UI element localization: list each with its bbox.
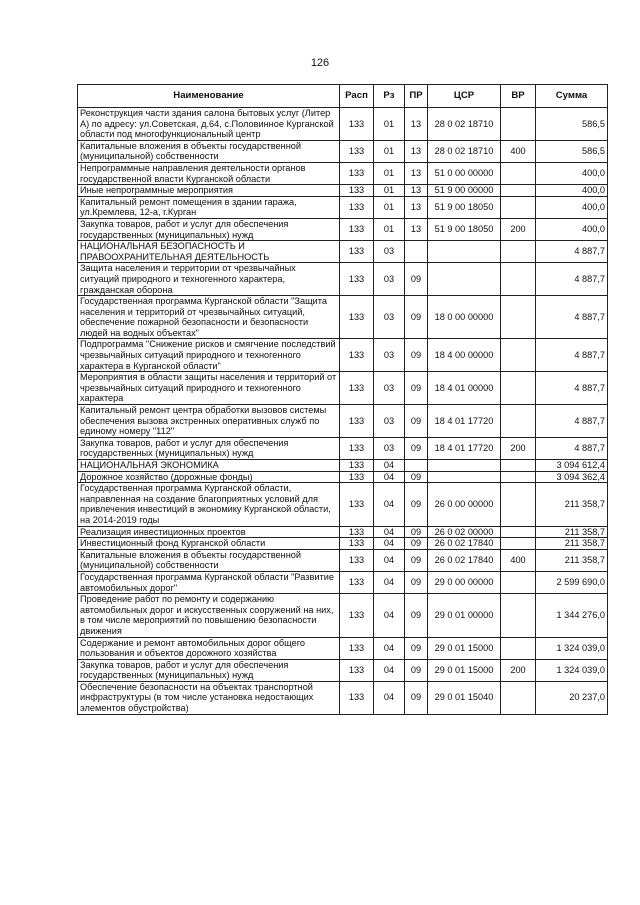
cell-rasp: 133 [340,108,374,141]
cell-pr: 13 [405,140,428,162]
cell-rasp: 133 [340,339,374,372]
cell-pr: 09 [405,538,428,550]
cell-rasp: 133 [340,659,374,681]
cell-rasp: 133 [340,241,374,263]
cell-sum: 400,0 [536,218,608,240]
cell-name: Проведение работ по ремонту и содержанию автомобильных дорог и искусственных сооружений на них, в том числе мероприятий по повышению безопасности движения [78,594,340,637]
cell-rasp: 133 [340,218,374,240]
cell-pr: 09 [405,637,428,659]
cell-rz: 04 [374,571,405,593]
cell-csr: 18 4 01 00000 [428,372,501,405]
table-header-row [78,85,608,108]
cell-vr [501,681,536,714]
table-row [78,185,608,197]
cell-rz: 04 [374,659,405,681]
header-rz: Рз [374,85,405,108]
cell-sum: 1 324 039,0 [536,659,608,681]
cell-name: Капитальные вложения в объекты государственной (муниципальной) собственности [78,140,340,162]
cell-name: НАЦИОНАЛЬНАЯ БЕЗОПАСНОСТЬ И ПРАВООХРАНИТЕЛЬНАЯ ДЕЯТЕЛЬНОСТЬ [78,241,340,263]
cell-name: Капитальный ремонт центра обработки вызовов системы обеспечения вызова экстренных оперативных служб по единому номеру "112" [78,405,340,438]
cell-sum: 4 887,7 [536,263,608,296]
cell-name: НАЦИОНАЛЬНАЯ ЭКОНОМИКА [78,460,340,472]
cell-rasp: 133 [340,526,374,538]
cell-name: Реконструкция части здания салона бытовых услуг (Литер А) по адресу: ул.Советская, д.64, с.Половинное Курганской области под многофункциональный центр [78,108,340,141]
cell-csr: 18 4 01 17720 [428,405,501,438]
cell-sum: 4 887,7 [536,296,608,339]
header-pr: ПР [405,85,428,108]
cell-sum: 400,0 [536,196,608,218]
cell-pr: 13 [405,162,428,184]
cell-name: Подпрограмма "Снижение рисков и смягчение последствий чрезвычайных ситуаций природного и техногенного характера в Курганской области" [78,339,340,372]
cell-rasp: 133 [340,185,374,197]
cell-sum: 20 237,0 [536,681,608,714]
cell-pr: 09 [405,263,428,296]
cell-csr [428,471,501,483]
cell-rz: 04 [374,538,405,550]
cell-rz: 03 [374,372,405,405]
cell-csr: 26 0 02 17840 [428,538,501,550]
cell-rasp: 133 [340,263,374,296]
table-row [78,681,608,714]
cell-pr: 09 [405,471,428,483]
cell-vr: 200 [501,659,536,681]
cell-vr [501,460,536,472]
cell-pr [405,241,428,263]
table-row [78,471,608,483]
cell-sum: 586,5 [536,108,608,141]
cell-sum: 211 358,7 [536,526,608,538]
cell-vr: 200 [501,218,536,240]
table-row [78,241,608,263]
cell-rasp: 133 [340,538,374,550]
cell-rz: 01 [374,162,405,184]
header-vr: ВР [501,85,536,108]
table-row [78,296,608,339]
table-row [78,437,608,459]
cell-pr: 09 [405,437,428,459]
cell-pr: 09 [405,659,428,681]
table-row [78,372,608,405]
cell-csr: 29 0 01 15000 [428,637,501,659]
cell-csr: 51 9 00 18050 [428,196,501,218]
cell-name: Закупка товаров, работ и услуг для обеспечения государственных (муниципальных) нужд [78,659,340,681]
cell-name: Капитальный ремонт помещения в здании гаража, ул.Кремлева, 12-а, г.Курган [78,196,340,218]
cell-sum: 4 887,7 [536,437,608,459]
cell-rasp: 133 [340,437,374,459]
cell-rz: 04 [374,594,405,637]
cell-sum: 3 094 362,4 [536,471,608,483]
cell-vr [501,405,536,438]
cell-sum: 4 887,7 [536,339,608,372]
cell-rasp: 133 [340,296,374,339]
cell-pr: 13 [405,218,428,240]
cell-sum: 211 358,7 [536,483,608,526]
header-sum: Сумма [536,85,608,108]
cell-name: Иные непрограммные мероприятия [78,185,340,197]
cell-pr: 13 [405,108,428,141]
cell-csr: 26 0 00 00000 [428,483,501,526]
cell-csr: 29 0 01 15040 [428,681,501,714]
cell-vr [501,594,536,637]
cell-rz: 01 [374,108,405,141]
table-row [78,659,608,681]
cell-rz: 04 [374,681,405,714]
cell-rasp: 133 [340,196,374,218]
cell-csr [428,460,501,472]
table-row [78,339,608,372]
cell-rz: 01 [374,218,405,240]
cell-vr: 400 [501,549,536,571]
cell-pr: 13 [405,185,428,197]
cell-pr: 09 [405,526,428,538]
cell-rasp: 133 [340,571,374,593]
cell-name: Реализация инвестиционных проектов [78,526,340,538]
cell-pr [405,460,428,472]
cell-vr [501,372,536,405]
cell-rz: 04 [374,471,405,483]
cell-name: Дорожное хозяйство (дорожные фонды) [78,471,340,483]
cell-vr [501,571,536,593]
cell-csr: 51 9 00 18050 [428,218,501,240]
cell-rz: 03 [374,437,405,459]
cell-vr [501,296,536,339]
cell-vr [501,263,536,296]
table-row [78,637,608,659]
cell-csr: 28 0 02 18710 [428,108,501,141]
cell-rasp: 133 [340,681,374,714]
cell-vr: 400 [501,140,536,162]
header-name: Наименование [78,85,340,108]
cell-rz: 03 [374,296,405,339]
cell-pr: 09 [405,372,428,405]
table-row [78,162,608,184]
cell-rz: 04 [374,483,405,526]
table-row [78,196,608,218]
table-row [78,140,608,162]
cell-vr [501,637,536,659]
cell-name: Государственная программа Курганской области, направленная на создание благоприятных условий для привлечения инвестиций в экономику Курганской области, на 2014-2019 годы [78,483,340,526]
table-row [78,108,608,141]
cell-sum: 4 887,7 [536,405,608,438]
cell-name: Непрограммные направления деятельности органов государственной власти Курганской области [78,162,340,184]
cell-pr: 09 [405,681,428,714]
cell-rasp: 133 [340,372,374,405]
cell-name: Закупка товаров, работ и услуг для обеспечения государственных (муниципальных) нужд [78,218,340,240]
cell-csr: 26 0 02 00000 [428,526,501,538]
cell-name: Государственная программа Курганской области "Защита населения и территорий от чрезвычайных ситуаций, обеспечение пожарной безопасности и безопасности людей на водных объектах" [78,296,340,339]
cell-name: Закупка товаров, работ и услуг для обеспечения государственных (муниципальных) нужд [78,437,340,459]
cell-name: Обеспечение безопасности на объектах транспортной инфраструктуры (в том числе установка недостающих элементов обустройства) [78,681,340,714]
table-row [78,263,608,296]
cell-csr: 29 0 01 15000 [428,659,501,681]
cell-csr: 51 9 00 00000 [428,185,501,197]
cell-csr: 18 4 00 00000 [428,339,501,372]
cell-pr: 09 [405,594,428,637]
cell-vr [501,185,536,197]
cell-pr: 09 [405,571,428,593]
cell-rasp: 133 [340,483,374,526]
cell-name: Мероприятия в области защиты населения и территорий от чрезвычайных ситуаций природного и техногенного характера [78,372,340,405]
cell-sum: 4 887,7 [536,372,608,405]
cell-rasp: 133 [340,162,374,184]
table-row [78,538,608,550]
cell-vr: 200 [501,437,536,459]
table-row [78,549,608,571]
cell-rasp: 133 [340,140,374,162]
cell-rasp: 133 [340,637,374,659]
cell-rz: 04 [374,549,405,571]
cell-rz: 01 [374,140,405,162]
cell-sum: 211 358,7 [536,538,608,550]
cell-sum: 2 599 690,0 [536,571,608,593]
cell-name: Защита населения и территории от чрезвычайных ситуаций природного и техногенного характера, гражданская оборона [78,263,340,296]
cell-rz: 01 [374,196,405,218]
cell-csr: 51 0 00 00000 [428,162,501,184]
cell-vr [501,471,536,483]
cell-sum: 586,5 [536,140,608,162]
header-rasp: Расп [340,85,374,108]
cell-csr: 18 4 01 17720 [428,437,501,459]
cell-name: Содержание и ремонт автомобильных дорог общего пользования и объектов дорожного хозяйства [78,637,340,659]
budget-table [77,84,608,715]
cell-csr [428,241,501,263]
cell-csr: 29 0 01 00000 [428,594,501,637]
cell-pr: 09 [405,483,428,526]
table-row [78,483,608,526]
cell-sum: 4 887,7 [536,241,608,263]
table-row [78,594,608,637]
cell-vr [501,108,536,141]
cell-csr: 18 0 00 00000 [428,296,501,339]
cell-rz: 04 [374,637,405,659]
table-row [78,218,608,240]
cell-csr: 29 0 00 00000 [428,571,501,593]
cell-rz: 03 [374,241,405,263]
cell-vr [501,483,536,526]
cell-vr [501,526,536,538]
cell-rasp: 133 [340,594,374,637]
table-row [78,405,608,438]
cell-name: Государственная программа Курганской области "Развитие автомобильных дорог" [78,571,340,593]
cell-vr [501,538,536,550]
cell-pr: 09 [405,296,428,339]
cell-rasp: 133 [340,471,374,483]
cell-vr [501,339,536,372]
cell-sum: 400,0 [536,162,608,184]
cell-pr: 09 [405,549,428,571]
page-number: 126 [310,57,330,69]
cell-rz: 01 [374,185,405,197]
table-row [78,526,608,538]
cell-rasp: 133 [340,405,374,438]
cell-rasp: 133 [340,549,374,571]
cell-csr: 26 0 02 17840 [428,549,501,571]
cell-rz: 03 [374,405,405,438]
cell-rz: 04 [374,526,405,538]
cell-pr: 09 [405,339,428,372]
table-row [78,571,608,593]
cell-vr [501,196,536,218]
cell-rasp: 133 [340,460,374,472]
cell-sum: 400,0 [536,185,608,197]
cell-rz: 03 [374,339,405,372]
cell-pr: 09 [405,405,428,438]
cell-csr [428,263,501,296]
cell-sum: 211 358,7 [536,549,608,571]
cell-name: Капитальные вложения в объекты государственной (муниципальной) собственности [78,549,340,571]
cell-name: Инвестиционный фонд Курганской области [78,538,340,550]
cell-vr [501,162,536,184]
header-csr: ЦСР [428,85,501,108]
cell-sum: 3 094 612,4 [536,460,608,472]
cell-sum: 1 324 039,0 [536,637,608,659]
cell-csr: 28 0 02 18710 [428,140,501,162]
cell-sum: 1 344 276,0 [536,594,608,637]
cell-pr: 13 [405,196,428,218]
cell-rz: 04 [374,460,405,472]
cell-vr [501,241,536,263]
cell-rz: 03 [374,263,405,296]
table-row [78,460,608,472]
